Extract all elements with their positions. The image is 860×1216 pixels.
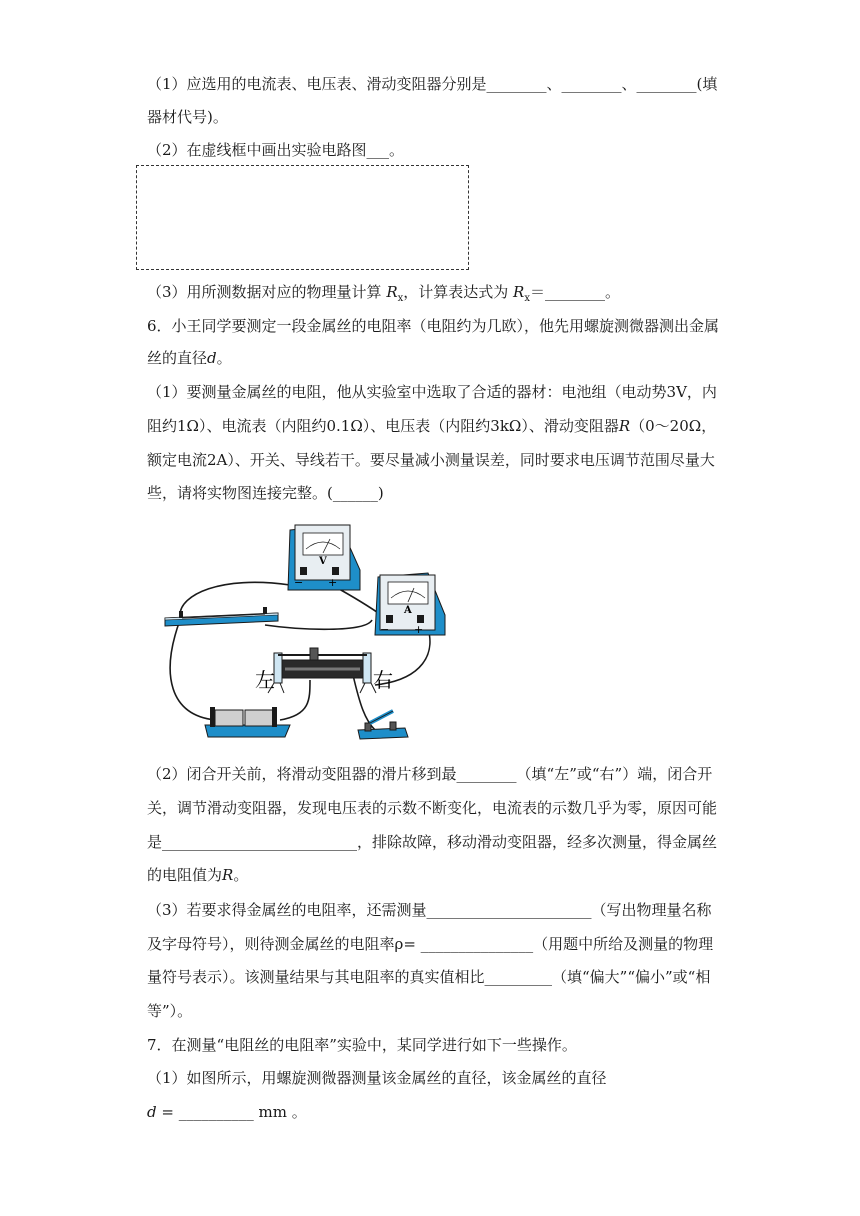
ammeter-plus: + — [414, 623, 424, 636]
q6-part2-line4: 的电阻值为R。 — [147, 866, 249, 884]
q6-part2-line2: 关，调节滑动变阻器，发现电压表的示数不断变化，电流表的示数几乎为零，原因可能 — [147, 799, 718, 817]
q6-part2-line1: （2）闭合开关前，将滑动变阻器的滑片移到最________（填“左”或“右”）端，闭合开 — [147, 765, 713, 783]
voltmeter-label: V — [319, 556, 327, 567]
q5-part1-line2: 器材代号)。 — [147, 108, 228, 126]
q6-part1-line1: （1）要测量金属丝的电阻，他从实验室中选取了合适的器材：电池组（电动势3V，内 — [147, 383, 717, 401]
voltmeter-plus: + — [328, 576, 338, 589]
q6-part1-line3: 额定电流2A）、开关、导线若干。要尽量减小测量误差，同时要求电压调节范围尽量大 — [147, 451, 715, 469]
battery-pack — [205, 707, 290, 737]
q7-part1-line2: d = __________ mm 。 — [147, 1103, 307, 1121]
q6-stem-line2: 丝的直径d。 — [147, 349, 232, 367]
wire-battery-rheostat — [280, 680, 310, 720]
wire-left-down — [170, 620, 215, 720]
wire-bar-ammeter — [265, 620, 372, 629]
apparatus-figure — [160, 515, 424, 745]
wire-voltmeter-minus — [180, 582, 290, 615]
q6-part3-line1: （3）若要求得金属丝的电阻率，还需测量______________________（写出物理量名称 — [147, 901, 712, 919]
q7-stem: 7．在测量“电阻丝的电阻率”实验中，某同学进行如下一些操作。 — [147, 1036, 577, 1054]
q6-stem-line1: 6．小王同学要测定一段金属丝的电阻率（电阻约为几欧），他先用螺旋测微器测出金属 — [147, 317, 720, 335]
voltmeter — [288, 525, 360, 590]
circuit-drawing-box — [136, 165, 469, 270]
q6-part3-line2: 及字母符号），则待测金属丝的电阻率ρ= _______________（用题中所给及测量的物理 — [147, 935, 714, 953]
q6-part1-line4: 些，请将实物图连接完整。(______) — [147, 484, 384, 502]
ammeter-minus: − — [380, 623, 390, 636]
q6-part2-line3: 是__________________________，排除故障，移动滑动变阻器，经多次测量，得金属丝 — [147, 833, 718, 851]
rheostat — [268, 648, 376, 693]
metal-wire-bar — [165, 607, 278, 626]
ammeter-label: A — [404, 605, 412, 616]
voltmeter-minus: − — [294, 576, 304, 589]
q6-part3-line4: 等”）。 — [147, 1002, 193, 1020]
q6-part3-line3: 量符号表示）。该测量结果与其电阻率的真实值相比_________（填“偏大”“偏小”或“相 — [147, 968, 711, 986]
rheostat-left-label: 左 — [255, 668, 275, 692]
q5-part3: （3）用所测数据对应的物理量计算 $R_x$，计算表达式为 $R_x=\_\_\_\_\_\_\_\_$。 — [147, 283, 620, 304]
q6-part1-line2: 阻约1Ω）、电流表（内阻约0.1Ω）、电压表（内阻约3kΩ）、滑动变阻器R（0～20Ω， — [147, 417, 717, 435]
q5-part1-line1: （1）应选用的电流表、电压表、滑动变阻器分别是________、________、________(填 — [147, 75, 718, 93]
q5-part2: （2）在虚线框中画出实验电路图___。 — [147, 141, 405, 159]
rheostat-right-label: 右 — [373, 668, 393, 692]
q7-part1-line1: （1）如图所示，用螺旋测微器测量该金属丝的直径，该金属丝的直径 — [147, 1069, 607, 1087]
ammeter — [375, 573, 445, 636]
